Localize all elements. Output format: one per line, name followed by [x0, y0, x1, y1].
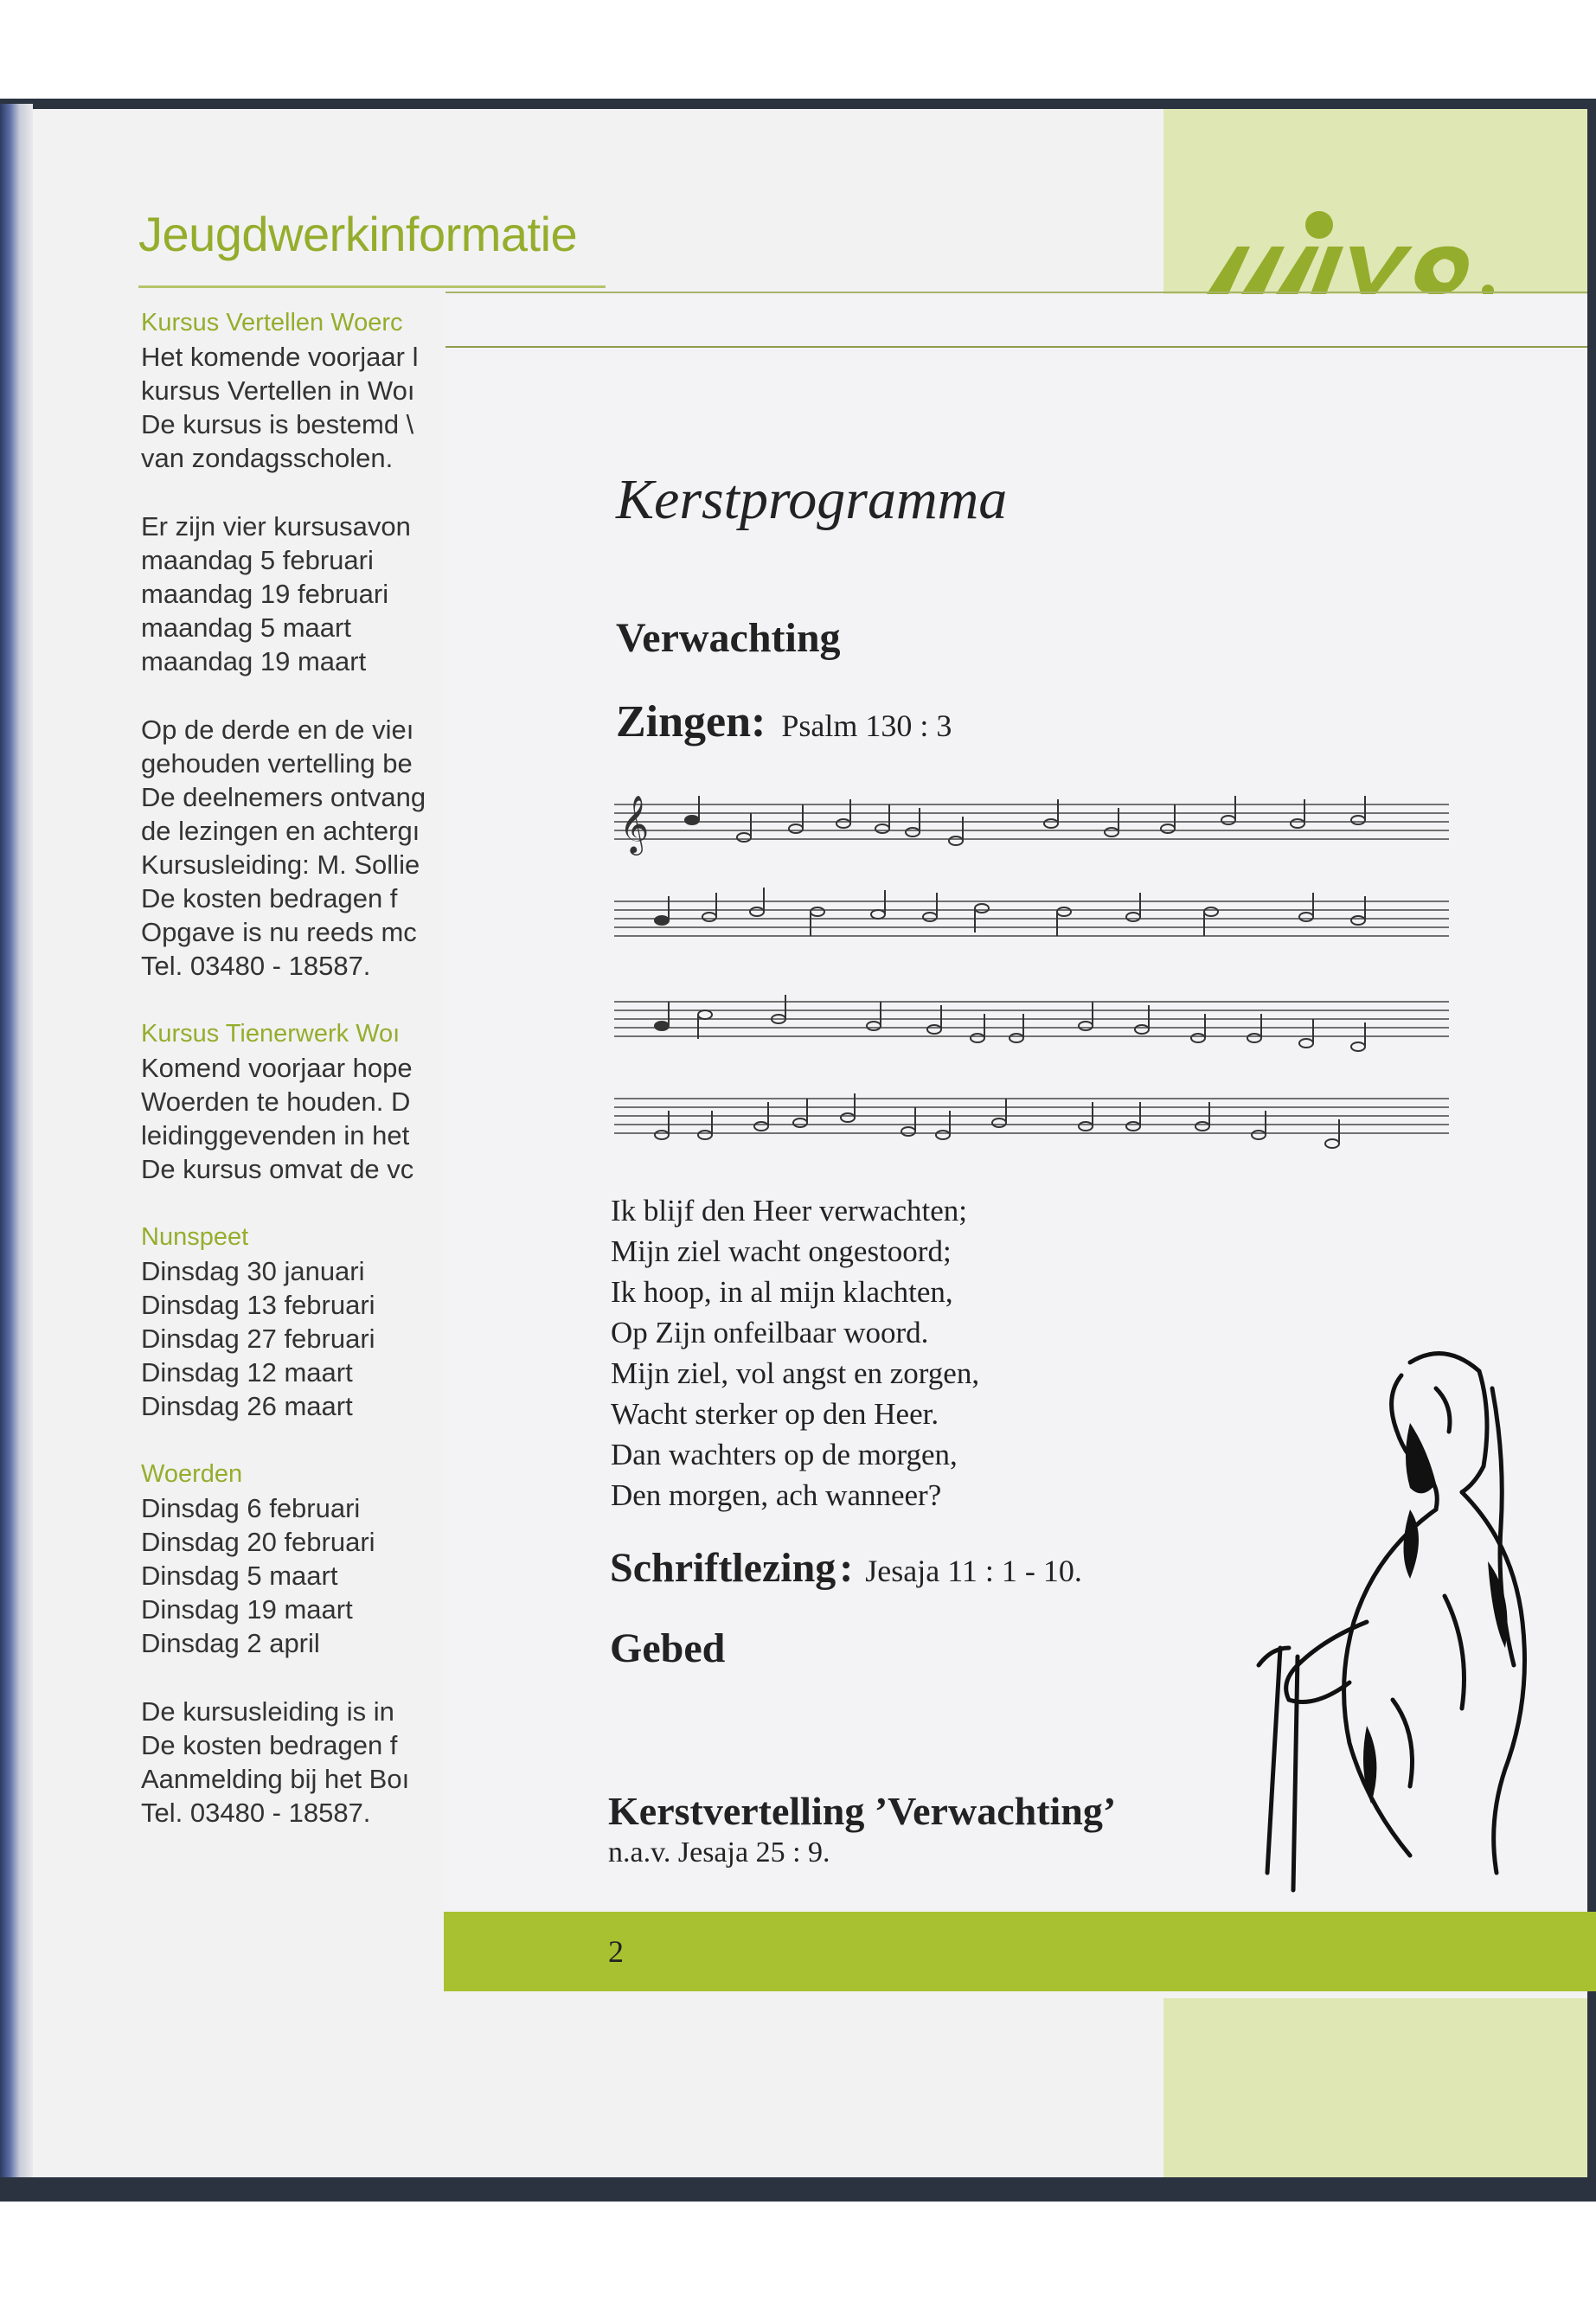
verse-line: Mijn ziel, vol angst en zorgen, [611, 1356, 980, 1390]
schriftlezing-separator: : [839, 1545, 854, 1591]
psalm-verse [611, 1190, 979, 1516]
verse-line: Dan wachters op de morgen, [611, 1438, 958, 1471]
schriftlezing-reference: Jesaja 11 : 1 - 10. [865, 1554, 1082, 1588]
header-divider [138, 285, 606, 288]
text-line: Dinsdag 13 februari [141, 1290, 375, 1320]
staff-3 [614, 1002, 1449, 1036]
text-line: kursus Vertellen in Woı [141, 375, 415, 406]
paragraph-gap [141, 678, 452, 713]
text-line: De kursus omvat de vc [141, 1154, 414, 1184]
book-edge-right [1587, 99, 1596, 2201]
verse-line: Mijn ziel wacht ongestoord; [611, 1234, 952, 1268]
text-line: Dinsdag 26 maart [141, 1391, 353, 1421]
decorative-strip-bottom [1163, 1998, 1587, 2177]
prophet-illustration [1151, 1336, 1557, 1899]
text-line: Dinsdag 6 februari [141, 1493, 361, 1523]
text-line: Dinsdag 27 februari [141, 1324, 375, 1354]
text-line: van zondagsscholen. [141, 443, 394, 473]
text-line: De kosten bedragen f [141, 1730, 398, 1760]
text-line: De kursusleiding is in [141, 1696, 394, 1727]
verse-line: Ik hoop, in al mijn klachten, [611, 1275, 953, 1309]
text-line: Tel. 03480 - 18587. [141, 951, 371, 981]
page-title: Jeugdwerkinformatie [138, 207, 578, 261]
text-line: De kosten bedragen f [141, 883, 398, 913]
section-heading: Kursus Tienerwerk Woı [141, 1020, 401, 1048]
text-line: Dinsdag 12 maart [141, 1357, 353, 1388]
text-line: Dinsdag 20 februari [141, 1527, 375, 1557]
paragraph-gap [141, 1660, 452, 1695]
text-line: Dinsdag 5 maart [141, 1561, 338, 1591]
page-number: 2 [608, 1934, 624, 1969]
paragraph-gap [141, 1423, 452, 1458]
verse-line: Wacht sterker op den Heer. [611, 1397, 939, 1431]
zingen-line [616, 696, 952, 747]
text-line: Aanmelding bij het Boı [141, 1764, 410, 1794]
book-edge-top [0, 99, 1596, 109]
left-column-text [141, 306, 452, 1830]
text-line: Dinsdag 2 april [141, 1628, 320, 1658]
zingen-reference: Psalm 130 : 3 [781, 708, 952, 743]
text-line: De deelnemers ontvang [141, 782, 426, 812]
text-line: Woerden te houden. D [141, 1086, 411, 1117]
book-edge-bottom [0, 2177, 1596, 2202]
section-heading: Kursus Vertellen Woerc [141, 309, 403, 336]
section-heading: Nunspeet [141, 1223, 249, 1251]
text-line: Dinsdag 19 maart [141, 1594, 353, 1625]
music-notation [614, 779, 1453, 1159]
text-line: Opgave is nu reeds mc [141, 917, 417, 947]
svg-text:𝄞: 𝄞 [619, 794, 650, 853]
text-line: maandag 19 maart [141, 646, 367, 676]
text-line: Kursusleiding: M. Sollie [141, 849, 420, 880]
text-line: Op de derde en de vieı [141, 715, 414, 745]
program-subheading: Verwachting [616, 615, 841, 661]
paragraph-gap [141, 1186, 452, 1221]
staff-2 [614, 901, 1449, 936]
text-line: Komend voorjaar hope [141, 1053, 413, 1083]
kerstvertelling-title: Kerstvertelling ’Verwachting’ [608, 1789, 1117, 1833]
text-line: gehouden vertelling be [141, 748, 413, 779]
staff-4 [614, 1099, 1449, 1133]
mivo-logo [1189, 208, 1553, 303]
text-line: Dinsdag 30 januari [141, 1256, 365, 1286]
text-line: de lezingen en achtergı [141, 816, 420, 846]
insert-divider [445, 346, 1587, 348]
kerstvertelling-reference: n.a.v. Jesaja 25 : 9. [608, 1836, 830, 1868]
text-line: Tel. 03480 - 18587. [141, 1798, 371, 1828]
paragraph-gap [141, 983, 452, 1017]
text-line: maandag 5 maart [141, 612, 351, 643]
text-line: Er zijn vier kursusavon [141, 511, 411, 542]
schriftlezing-line [610, 1544, 1082, 1592]
text-line: De kursus is bestemd \ [141, 409, 414, 439]
verse-line: Den morgen, ach wanneer? [611, 1478, 942, 1512]
verse-line: Ik blijf den Heer verwachten; [611, 1194, 968, 1227]
text-line: maandag 5 februari [141, 545, 374, 575]
paragraph-gap [141, 475, 452, 510]
program-title: Kerstprogramma [616, 468, 1008, 531]
schriftlezing-label: Schriftlezing [610, 1545, 836, 1591]
insert-top-border [445, 292, 1587, 293]
gebed-heading: Gebed [610, 1625, 726, 1671]
book-spine [0, 104, 33, 2180]
zingen-label: Zingen: [616, 697, 766, 747]
text-line: Het komende voorjaar l [141, 342, 419, 372]
text-line: maandag 19 februari [141, 579, 389, 609]
verse-line: Op Zijn onfeilbaar woord. [611, 1316, 929, 1349]
section-heading: Woerden [141, 1460, 243, 1488]
text-line: leidinggevenden in het [141, 1120, 410, 1150]
